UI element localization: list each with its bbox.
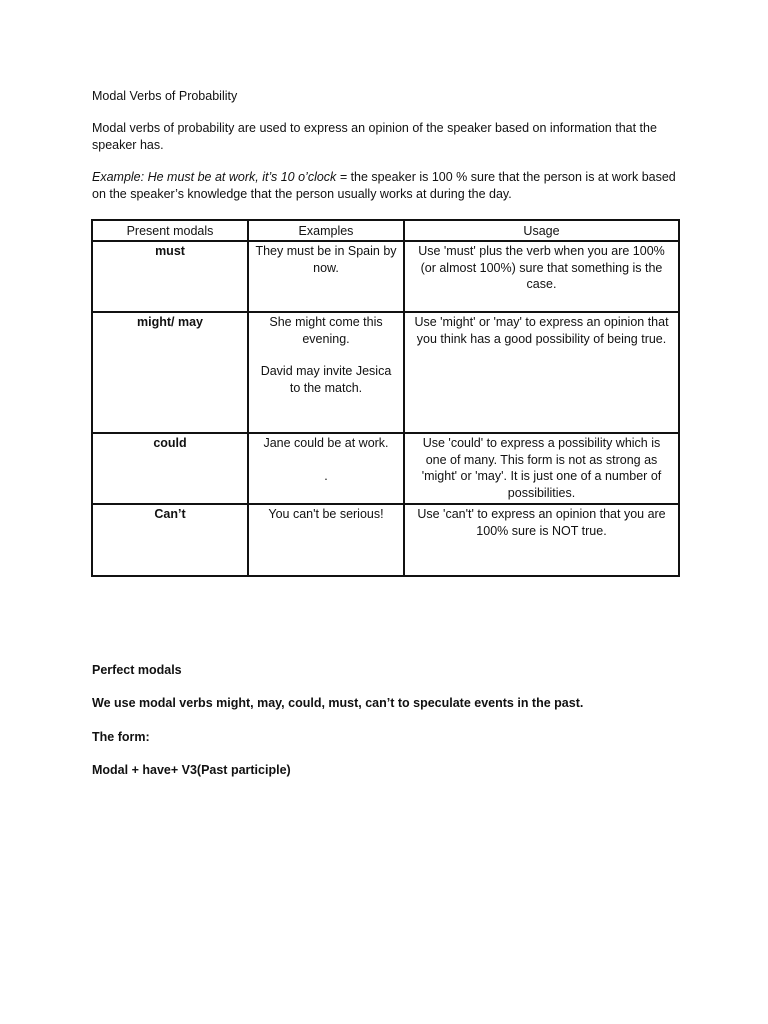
example-explanation: the speaker is 100 % sure that the person is at work based on the speaker’s knowledge that the person usually works at during the day.: [92, 170, 676, 201]
examples-cell: [248, 241, 404, 312]
perfect-modals-heading: Perfect modals: [92, 663, 182, 677]
examples-cell: [248, 504, 404, 576]
usage-cell: Use 'could' to express a possibility which is one of many. This form is not as strong as 'might' or 'may'. It is just one of a number of possibilities.: [404, 433, 679, 504]
example-sentence: Example: He must be at work, it’s 10 o’clock =: [92, 170, 351, 184]
form-formula: Modal + have+ V3(Past participle): [92, 763, 291, 777]
example-paragraph: [92, 169, 678, 202]
usage-cell: Use 'might' or 'may' to express an opinion that you think has a good possibility of being true.: [404, 312, 679, 433]
modal-cell: Can’t: [92, 504, 248, 576]
example-text: David may invite Jesica to the match.: [260, 364, 392, 395]
page-title: Modal Verbs of Probability: [92, 89, 238, 103]
example-gap: [255, 347, 397, 363]
example-text: She might come this evening.: [269, 315, 383, 346]
example-text: You can't be serious!: [268, 507, 384, 521]
table-row-cant: [92, 504, 679, 576]
examples-cell: [248, 433, 404, 504]
table-header-row: [92, 220, 679, 241]
table-row-might-may: [92, 312, 679, 433]
example-text: They must be in Spain by now.: [255, 244, 397, 275]
usage-cell: Use 'must' plus the verb when you are 100% (or almost 100%) sure that something is the case.: [404, 241, 679, 312]
example-text: Jane could be at work.: [263, 436, 389, 450]
intro-paragraph: Modal verbs of probability are used to express an opinion of the speaker based on information that the speaker has.: [92, 121, 657, 152]
examples-cell: [248, 312, 404, 433]
modal-cell: could: [92, 433, 248, 504]
header-examples: Examples: [248, 220, 404, 241]
header-usage: Usage: [404, 220, 679, 241]
modal-cell: might/ may: [92, 312, 248, 433]
perfect-modals-description: We use modal verbs might, may, could, must, can’t to speculate events in the past.: [92, 696, 584, 710]
usage-cell: Use 'can't' to express an opinion that you are 100% sure is NOT true.: [404, 504, 679, 576]
modals-table: [91, 219, 680, 577]
modal-cell: must: [92, 241, 248, 312]
header-present-modals: Present modals: [92, 220, 248, 241]
example-text: .: [324, 468, 328, 483]
table-row-could: [92, 433, 679, 504]
table-row-must: [92, 241, 679, 312]
example-gap: [255, 452, 397, 468]
form-heading: The form:: [92, 730, 150, 744]
